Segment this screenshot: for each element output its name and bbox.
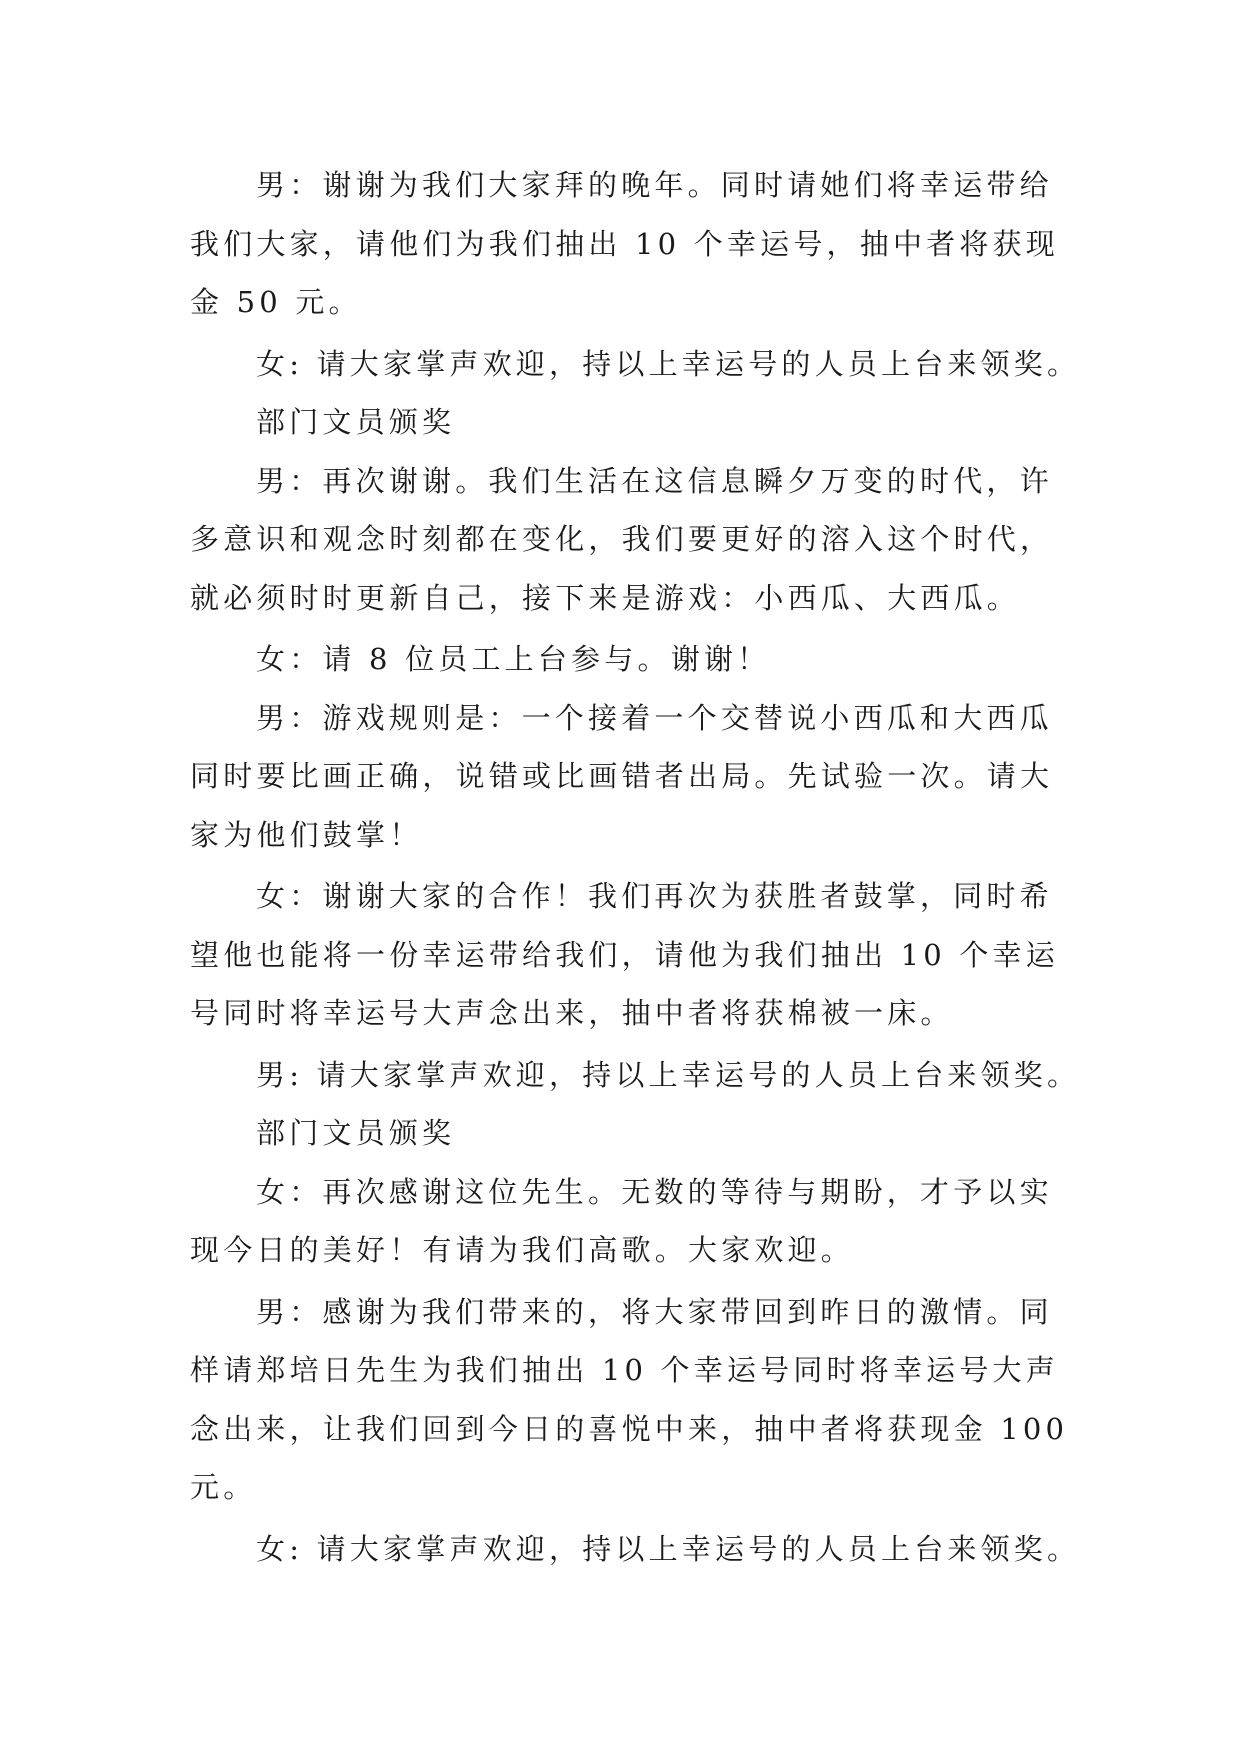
text-line: 女：请 8 位员工上台参与。谢谢！ bbox=[256, 642, 771, 676]
paragraph bbox=[190, 689, 1054, 865]
text-line: 男：感谢为我们带来的，将大家带回到昨日的激情。同 bbox=[256, 1294, 1053, 1329]
text-line: 女: 请大家掌声欢迎，持以上幸运号的人员上台来领奖。 bbox=[256, 346, 1081, 381]
text-line: 男：游戏规则是：一个接着一个交替说小西瓜和大西瓜 bbox=[256, 700, 1053, 735]
text-line: 家为他们鼓掌！ bbox=[190, 817, 423, 852]
text-line: 我们大家，请他们为我们抽出 10 个幸运号，抽中者将获现 bbox=[190, 226, 1059, 261]
text-line: 男: 请大家掌声欢迎，持以上幸运号的人员上台来领奖。 bbox=[256, 1057, 1081, 1092]
paragraph bbox=[190, 452, 1054, 628]
paragraph bbox=[190, 1283, 1069, 1517]
document-body bbox=[190, 156, 1081, 1578]
text-line: 现今日的美好！有请为我们高歌。大家欢迎。 bbox=[190, 1233, 855, 1267]
text-line: 男：再次谢谢。我们生活在这信息瞬夕万变的时代，许 bbox=[256, 463, 1053, 498]
text-line: 多意识和观念时刻都在变化，我们要更好的溶入这个时代， bbox=[190, 522, 1054, 556]
text-line: 望他也能将一份幸运带给我们，请他为我们抽出 10 个幸运 bbox=[190, 937, 1059, 972]
paragraph bbox=[190, 1046, 1081, 1105]
paragraph bbox=[190, 335, 1081, 394]
text-line: 就必须时时更新自己，接下来是游戏：小西瓜、大西瓜。 bbox=[190, 580, 1021, 615]
text-line: 样请郑培日先生为我们抽出 10 个幸运号同时将幸运号大声 bbox=[190, 1353, 1059, 1387]
section-label bbox=[190, 1104, 1050, 1163]
text-line: 号同时将幸运号大声念出来，抽中者将获棉被一床。 bbox=[190, 996, 954, 1030]
paragraph bbox=[190, 1520, 1081, 1579]
text-line: 元。 bbox=[190, 1470, 257, 1504]
section-label bbox=[190, 393, 1050, 452]
paragraph bbox=[190, 867, 1059, 1043]
text-line: 女：谢谢大家的合作！我们再次为获胜者鼓掌，同时希 bbox=[256, 879, 1053, 913]
text-line: 金 50 元。 bbox=[190, 285, 362, 319]
text-line: 男：谢谢为我们大家拜的晚年。同时请她们将幸运带给 bbox=[256, 168, 1053, 202]
text-line: 念出来，让我们回到今日的喜悦中来，抽中者将获现金 100 bbox=[190, 1411, 1069, 1446]
text-line: 女: 请大家掌声欢迎，持以上幸运号的人员上台来领奖。 bbox=[256, 1531, 1081, 1566]
text-line: 部门文员颁奖 bbox=[256, 1116, 456, 1150]
text-line: 部门文员颁奖 bbox=[256, 405, 456, 439]
paragraph bbox=[190, 1163, 1053, 1280]
text-line: 同时要比画正确，说错或比画错者出局。先试验一次。请大 bbox=[190, 759, 1054, 793]
paragraph bbox=[190, 630, 1050, 689]
text-line: 女：再次感谢这位先生。无数的等待与期盼，才予以实 bbox=[256, 1174, 1053, 1209]
paragraph bbox=[190, 156, 1059, 332]
